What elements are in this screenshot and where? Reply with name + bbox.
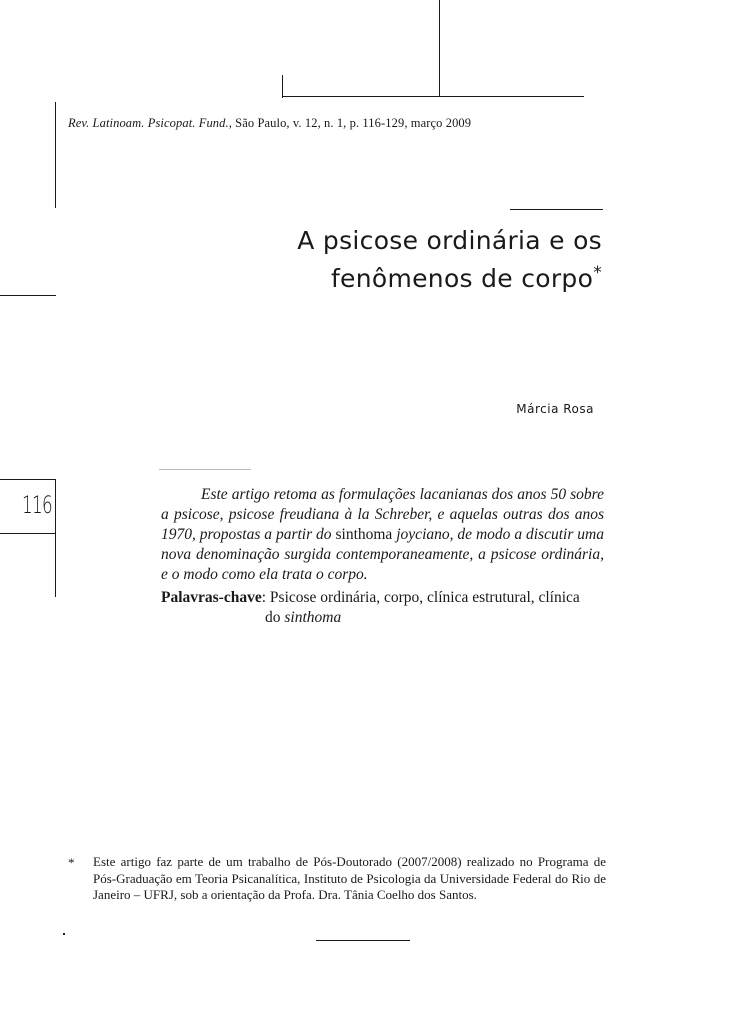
page-number-box-bottom: [0, 533, 56, 534]
article-title: [182, 224, 602, 295]
journal-name: Rev. Latinoam. Psicopat. Fund.: [68, 116, 229, 130]
keywords-continuation-line: [161, 608, 606, 628]
top-vertical-rule: [439, 0, 440, 97]
page-number-box-side: [55, 479, 56, 597]
title-line-2: fenômenos de corpo: [330, 264, 594, 293]
author-name: Márcia Rosa: [516, 402, 594, 416]
title-top-rule: [510, 209, 603, 210]
page-number: 116: [22, 491, 52, 519]
title-footnote-marker: *: [593, 263, 602, 283]
top-horizontal-rule: [282, 96, 584, 97]
footnote: [68, 854, 606, 904]
left-edge-rule: [0, 295, 56, 296]
keywords: [161, 588, 606, 628]
keywords-text: : Psicose ordinária, corpo, clínica estrutural, clínica: [261, 589, 580, 606]
keywords-label: Palavras-chave: [161, 589, 262, 606]
left-margin-vertical-rule: [55, 102, 56, 208]
abstract: [161, 485, 604, 585]
abstract-sinthoma: sinthoma: [335, 526, 393, 543]
abstract-top-rule: [159, 469, 251, 470]
abstract-part-3: joyciano, de modo a discutir uma nova denominação surgida contemporaneamente, a psicose ordinária, e o modo como ela trata o corpo.: [161, 526, 604, 583]
abstract-part-1: Este artigo retoma as formulações lacanianas dos anos 50 sobre a psicose, psicose freudiana à la Schreber, e aquelas outras dos anos 1970, propostas a partir do: [161, 486, 604, 543]
page-number-box-top: [0, 479, 56, 480]
top-bracket-vertical-rule: [282, 75, 283, 98]
keywords-continuation: do: [265, 609, 285, 626]
keywords-continuation-italic: sinthoma: [284, 609, 342, 626]
footnote-marker: *: [68, 855, 75, 870]
title-line-1: A psicose ordinária e os: [297, 226, 602, 255]
bottom-center-rule: [316, 940, 410, 941]
footnote-text: Este artigo faz parte de um trabalho de Pós-Doutorado (2007/2008) realizado no Programa de Pós-Graduação em Teoria Psicanalítica, Instituto de Psicologia da Universidade Federal do Rio de Janeiro – UFRJ, sob a orientação da Profa. Dra. Tânia Coelho dos Santos.: [93, 854, 606, 902]
journal-citation: [68, 116, 588, 131]
stray-dot: [63, 933, 65, 935]
citation-details: , São Paulo, v. 12, n. 1, p. 116-129, março 2009: [228, 116, 472, 130]
